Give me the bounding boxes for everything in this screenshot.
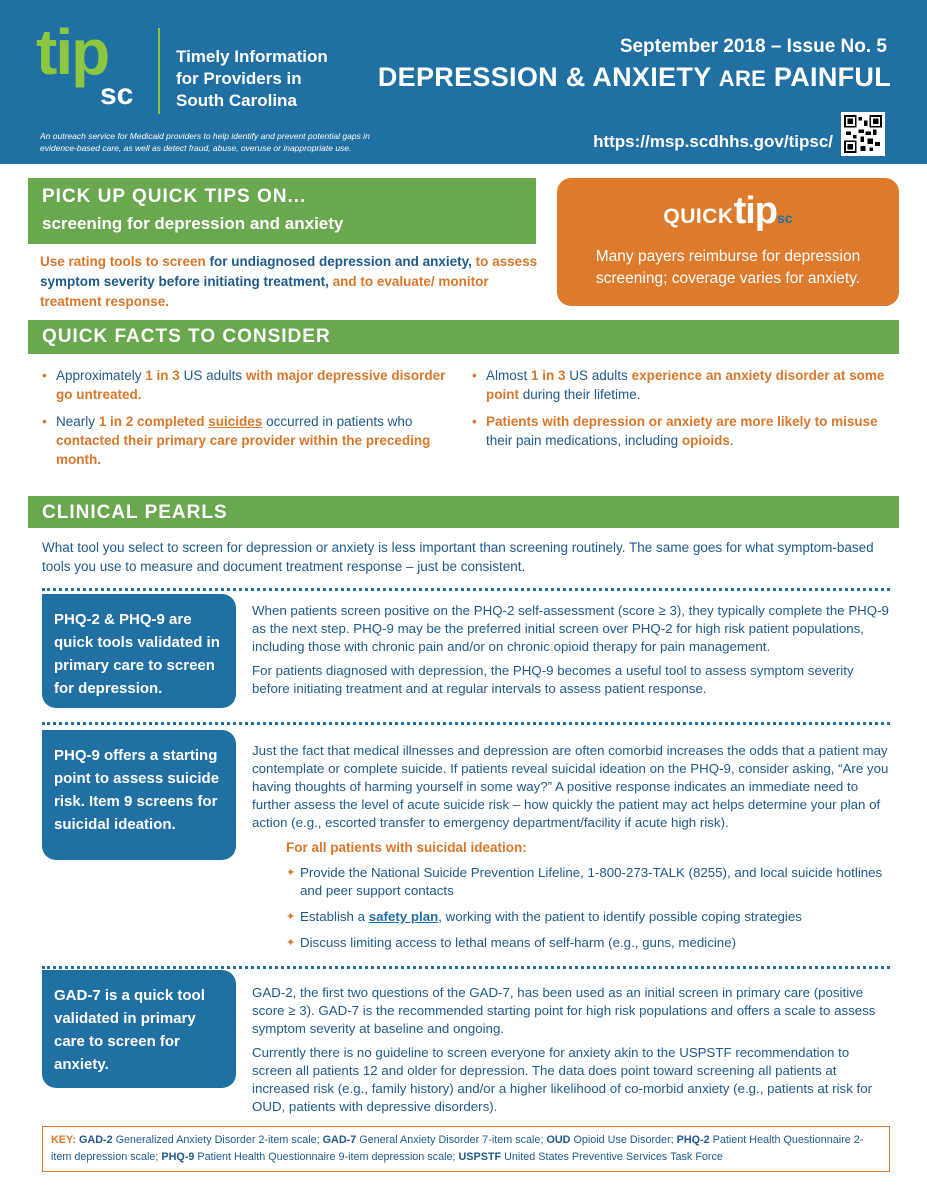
title-part-c: PAINFUL bbox=[766, 62, 891, 92]
outreach-statement: An outreach service for Medicaid providers to help identify and prevent potential gaps in evidence-based care, as well as detect fraud, abuse, overuse or inappropriate use. bbox=[40, 131, 370, 153]
fact-1-b: 1 in 3 bbox=[145, 368, 180, 383]
fact-4-d: . bbox=[729, 433, 734, 448]
key-def: Patient Health Questionnaire 2-item depression scale; bbox=[51, 1134, 864, 1163]
pearl-phq-para-2: For patients diagnosed with depression, the PHQ-9 becomes a useful tool to assess symptom severity before initiating treatment and at regular intervals to assess patient response. bbox=[252, 663, 854, 696]
logo-tip: tip bbox=[36, 16, 109, 88]
key-term: GAD-2 bbox=[79, 1134, 113, 1146]
key-term: PHQ-2 bbox=[676, 1134, 710, 1146]
facts-right-column bbox=[472, 366, 892, 458]
key-term: OUD bbox=[546, 1134, 571, 1146]
fact-3-b: 1 in 3 bbox=[531, 368, 566, 383]
quick-tip-text: Many payers reimburse for depression screening; coverage varies for anxiety. bbox=[595, 248, 861, 287]
website-link[interactable]: https://msp.scdhhs.gov/tipsc/ bbox=[593, 132, 833, 151]
pearl-gad-box: GAD-7 is a quick tool validated in primary care to screen for anxiety. bbox=[42, 970, 236, 1088]
fact-3-a: Almost bbox=[486, 368, 532, 383]
pearl-gad-para-2: Currently there is no guideline to screen everyone for anxiety akin to the USPSTF recommendation to screen all patients 12 and older for depression. The data does point toward screening all patients at increased risk (e.g., family history) and/or a higher likelihood of co-morbid anxiety (e.g., patients at risk for OUD, patients with depressive disorders). bbox=[252, 1045, 873, 1114]
facts-left-column bbox=[42, 366, 460, 477]
list-item: ✦ Discuss limiting access to lethal means of self-harm (e.g., guns, medicine) bbox=[286, 934, 886, 952]
key-def: Opioid Use Disorder; bbox=[570, 1134, 677, 1146]
fact-anxiety-disorder bbox=[472, 366, 892, 404]
key-def: General Anxiety Disorder 7-item scale; bbox=[356, 1134, 547, 1146]
fact-untreated-depression bbox=[42, 366, 460, 404]
pick-text-2: for undiagnosed depression and anxiety, bbox=[205, 254, 476, 269]
pick-up-tips-subtitle: screening for depression and anxiety bbox=[42, 214, 344, 233]
fact-1-d: with major depressive disorder go untreated. bbox=[56, 368, 446, 402]
pearl-phq-para-1: When patients screen positive on the PHQ-2 self-assessment (score ≥ 3), they typically complete the PHQ-9 as the next step. PHQ-9 may be the preferred initial screen over PHQ-2 for high risk patient populations, including those with chronic pain and/or on chronic opioid therapy for pain management. bbox=[252, 603, 889, 654]
dotted-divider bbox=[42, 966, 890, 969]
dotted-divider bbox=[42, 722, 890, 725]
fact-2-d: occurred in patients who bbox=[262, 414, 413, 429]
quick-facts-banner bbox=[28, 320, 899, 354]
page-title bbox=[378, 62, 891, 93]
title-part-a: DEPRESSION & ANXIETY bbox=[377, 62, 719, 92]
key-term: PHQ-9 bbox=[161, 1151, 195, 1163]
clinical-pearls-intro: What tool you select to screen for depression or anxiety is less important than screening routinely. The same goes for what symptom-based tools you use to measure and document treatment response – just be consistent. bbox=[42, 540, 874, 574]
pick-text-3: to assess bbox=[475, 254, 538, 269]
pearl-suicide-text bbox=[252, 742, 890, 838]
pearl-gad-text bbox=[252, 984, 890, 1122]
logo-sc: sc bbox=[100, 78, 134, 111]
abbreviation-key bbox=[42, 1126, 890, 1172]
pick-text-5: and to evaluate/ monitor treatment response. bbox=[40, 274, 489, 309]
pearl-phq-text bbox=[252, 602, 890, 704]
fact-4-c: opioids bbox=[681, 433, 730, 448]
fact-4-b: their pain medications, including bbox=[486, 433, 682, 448]
list-item: ✦ Provide the National Suicide Prevention Lifeline, 1-800-273-TALK (8255), and local suicide hotlines and peer support contacts bbox=[286, 864, 886, 900]
title-part-b: ARE bbox=[718, 66, 767, 91]
quick-tip-heading bbox=[557, 190, 899, 233]
fact-opioid-misuse bbox=[472, 412, 892, 450]
key-term: USPSTF bbox=[458, 1151, 502, 1163]
fact-2-a: Nearly bbox=[56, 414, 99, 429]
fact-4-a: Patients with depression or anxiety are more likely to misuse bbox=[486, 414, 878, 429]
pearl-phq-box: PHQ-2 & PHQ-9 are quick tools validated in primary care to screen for depression. bbox=[42, 594, 236, 708]
pick-text-1: Use rating tools to screen bbox=[40, 254, 206, 269]
pick-text-4: symptom severity before initiating treatment, bbox=[40, 274, 333, 289]
fact-suicides bbox=[42, 412, 460, 469]
pearl-gad-para-1: GAD-2, the first two questions of the GAD-7, has been used as an initial screen in primary care (positive score ≥ 3). GAD-7 is the recommended starting point for high risk populations and offers a scale to assess symptom severity at baseline and ongoing. bbox=[252, 985, 876, 1036]
pick-up-tips-text bbox=[40, 252, 540, 312]
key-def: United States Preventive Services Task Force bbox=[501, 1151, 723, 1163]
key-label: KEY: bbox=[51, 1134, 76, 1146]
clinical-pearls-title: CLINICAL PEARLS bbox=[42, 502, 228, 523]
fact-2-b: 1 in 2 completed bbox=[98, 414, 209, 429]
qr-code-icon[interactable] bbox=[841, 112, 885, 156]
header-tagline bbox=[176, 46, 328, 112]
suicidal-ideation-list bbox=[286, 864, 886, 960]
sui-2-c: , working with the patient to identify possible coping strategies bbox=[438, 909, 802, 924]
fact-1-c: US adults bbox=[179, 368, 246, 383]
key-term: GAD-7 bbox=[322, 1134, 357, 1146]
fact-1-a: Approximately bbox=[56, 368, 146, 383]
suicides-link[interactable]: suicides bbox=[208, 414, 263, 429]
tagline-line-2: for Providers in bbox=[176, 69, 302, 88]
key-def: Generalized Anxiety Disorder 2-item scale; bbox=[112, 1134, 323, 1146]
key-def: Patient Health Questionnaire 9-item depression scale; bbox=[194, 1151, 459, 1163]
pick-up-tips-title: PICK UP QUICK TIPS ON... bbox=[42, 186, 307, 207]
fact-3-e: during their lifetime. bbox=[519, 387, 641, 402]
safety-plan-link[interactable]: safety plan bbox=[368, 909, 439, 924]
clinical-pearls-banner bbox=[28, 496, 899, 528]
fact-3-d: experience an anxiety disorder at some point bbox=[486, 368, 885, 402]
sc-word: sc bbox=[777, 210, 793, 226]
fact-2-e: contacted their primary care provider within the preceding month. bbox=[56, 433, 431, 467]
list-item bbox=[286, 908, 886, 926]
quick-tip-box bbox=[557, 178, 899, 306]
dotted-divider bbox=[42, 588, 890, 591]
suicidal-ideation-heading: For all patients with suicidal ideation: bbox=[286, 840, 527, 855]
logo-divider bbox=[158, 28, 160, 114]
fact-3-c: US adults bbox=[565, 368, 632, 383]
sui-2-a: Establish a bbox=[300, 909, 369, 924]
pick-up-tips-banner bbox=[28, 178, 536, 244]
tagline-line-1: Timely Information bbox=[176, 47, 328, 66]
pearl-suicide-para-1: Just the fact that medical illnesses and depression are often comorbid increases the odds that a patient may contemplate or complete suicide. If patients reveal suicidal ideation on the PHQ-9, consider asking, “Are you having thoughts of harming yourself in some way?” A positive response indicates an immediate need to further assess the level of acute suicide risk – how quickly the patient may act helps determine your plan of action (e.g., escorted transfer to emergency department/facility if acute high risk). bbox=[252, 743, 889, 830]
pearl-suicide-box: PHQ-9 offers a starting point to assess suicide risk. Item 9 screens for suicidal ideation. bbox=[42, 730, 236, 860]
issue-date: September 2018 – Issue No. 5 bbox=[619, 36, 887, 57]
header-banner bbox=[0, 0, 927, 164]
quick-facts-title: QUICK FACTS TO CONSIDER bbox=[42, 326, 331, 347]
tagline-line-3: South Carolina bbox=[176, 91, 297, 110]
quick-word: QUICK bbox=[663, 205, 734, 228]
tip-word: tip bbox=[733, 190, 778, 232]
